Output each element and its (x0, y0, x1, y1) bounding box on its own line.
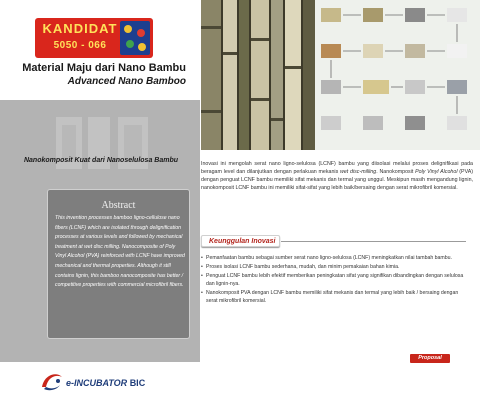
candidate-label: KANDIDAT (42, 21, 118, 36)
incubator-name-main: e-INCUBATOR (66, 378, 128, 388)
keunggulan-heading: Keunggulan Inovasi (209, 238, 276, 245)
abstract-text: This invention processes bamboo ligno-cellulose nano fibers (LCNF) which are isolated through delignification processes at various levels and followed by mechanical treatment at wet disc milling. Nanocomposite of Poly Vinyl Alcohol (PVA) reinforced with LCNF have improved mechanical and thermal properties. Although it still contains lignin, this bamboo nanocomposite has better / competitive properties with commercial microfibril fibers. (55, 215, 185, 289)
list-item: • Nanokomposit PVA dengan LCNF bambu memiliki sifat mekanis dan termal yang lebih baik / bersaing dengan serat mikrofibril komersial. (201, 289, 471, 305)
description-part-3: (PVA) dengan penguat LCNF bambu memiliki sifat mekanis dan termal yang unggul. Meskipun masih mengandung lignin, nanokomposit LCNF bambu ini memiliki sifat-sifat yang lebih baik/bersaing dengan serat mikrofibril komersial. (201, 169, 473, 192)
list-item: • Proses isolasi LCNF bambu sederhana, mudah, dan minim pemakaian bahan kimia. (201, 263, 471, 271)
description-part-2: . Nanokomposit (376, 169, 416, 176)
incubator-logo (38, 367, 168, 401)
watermark-shape (48, 113, 158, 173)
panel-watermark (48, 108, 158, 191)
incubator-swoosh-icon (38, 369, 64, 395)
left-column (0, 0, 200, 407)
abstract-box (47, 189, 190, 339)
process-diagram-graphic (315, 0, 480, 150)
list-item: • Pemanfaatan bambu sebagai sumber serat nano ligno-selulosa (LCNF) meningkatkan nilai tambah bambu. (201, 254, 471, 262)
candidate-badge (35, 18, 153, 58)
candidate-logo-icon (120, 21, 150, 55)
page-title: Material Maju dari Nano Bambu (22, 62, 186, 74)
abstract-title: Abstract (101, 200, 136, 211)
process-diagram (315, 0, 480, 150)
proposal-badge[interactable]: Proposal (410, 354, 450, 363)
candidate-number: 5050 - 066 (53, 40, 107, 51)
description-italic-1: wet disc-milling (340, 169, 377, 176)
description-italic-2: Poly Vinyl Alcohol (415, 169, 458, 176)
description-part-1: Inovasi ini mengolah serat nano ligno-selulosa (LCNF) bambu yang diisolasi melalui proses delignifikasi pada beragam level dan dilanjutkan dengan perlakuan mekanis (201, 161, 473, 176)
keunggulan-tab (201, 235, 280, 247)
bamboo-photo-graphic (201, 0, 315, 150)
incubator-name-suffix: BIC (129, 378, 146, 388)
keunggulan-divider (281, 241, 466, 242)
bamboo-photo (201, 0, 315, 150)
panel-heading: Nanokomposit Kuat dari Nanoselulosa Bambu (23, 157, 179, 164)
page-subtitle: Advanced Nano Bamboo (67, 76, 186, 87)
keunggulan-list (201, 254, 471, 306)
keunggulan-header (201, 235, 466, 247)
description-text (201, 160, 473, 192)
list-item: • Penguat LCNF bambu lebih efektif memberikan peningkatan sifat yang signifikan dibandingkan dengan selulosa dan lignin-nya. (201, 272, 471, 288)
incubator-name (66, 378, 145, 388)
